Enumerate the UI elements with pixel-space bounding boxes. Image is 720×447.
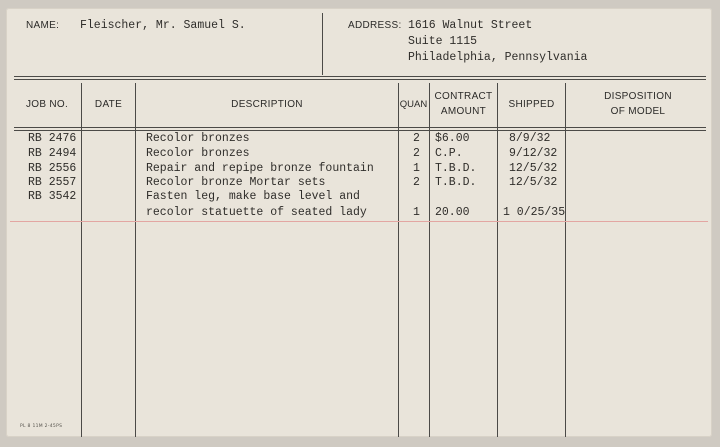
quantity: 2 bbox=[413, 176, 420, 189]
shipped-date: 8/9/32 bbox=[509, 132, 551, 145]
quantity: 1 bbox=[413, 206, 420, 219]
col-line-shipped bbox=[497, 83, 498, 437]
record-card bbox=[6, 8, 712, 437]
col-header-disposition-1: DISPOSITION bbox=[604, 91, 672, 102]
job-number: RB 2494 bbox=[28, 147, 77, 160]
name-label: NAME: bbox=[26, 20, 60, 31]
col-line-contract bbox=[429, 83, 430, 437]
job-number: RB 3542 bbox=[28, 190, 77, 203]
shipped-date: 9/12/32 bbox=[509, 147, 558, 160]
address-line-2: Suite 1115 bbox=[408, 35, 478, 48]
col-header-contract-2: AMOUNT bbox=[440, 106, 487, 117]
quantity: 2 bbox=[413, 132, 420, 145]
shipped-date: 12/5/32 bbox=[509, 176, 558, 189]
shipped-date: 12/5/32 bbox=[509, 162, 558, 175]
description: Recolor bronzes bbox=[146, 147, 250, 160]
description: Fasten leg, make base level and bbox=[146, 190, 360, 203]
col-header-shipped: SHIPPED bbox=[508, 99, 555, 110]
contract-amount: T.B.D. bbox=[435, 162, 477, 175]
col-header-description: DESCRIPTION bbox=[231, 99, 303, 110]
quantity: 1 bbox=[413, 162, 420, 175]
column-rule-1 bbox=[14, 127, 706, 128]
col-header-quan: QUAN bbox=[399, 99, 428, 110]
description: Repair and repipe bronze fountain bbox=[146, 162, 374, 175]
column-rule-2 bbox=[14, 130, 706, 131]
address-label: ADDRESS: bbox=[348, 20, 402, 31]
col-line-date bbox=[81, 83, 82, 437]
print-code: PL 8 11M 2-45PS bbox=[20, 424, 63, 429]
contract-amount: 20.00 bbox=[435, 206, 470, 219]
contract-amount: T.B.D. bbox=[435, 176, 477, 189]
description: recolor statuette of seated lady bbox=[146, 206, 367, 219]
quantity: 2 bbox=[413, 147, 420, 160]
col-line-disposition bbox=[565, 83, 566, 437]
col-header-contract-1: CONTRACT bbox=[434, 91, 493, 102]
col-line-description bbox=[135, 83, 136, 437]
header-rule-top-2 bbox=[14, 79, 706, 80]
col-header-disposition-2: OF MODEL bbox=[610, 106, 666, 117]
red-guide-line bbox=[10, 221, 708, 222]
header-rule-top-1 bbox=[14, 76, 706, 77]
contract-amount: $6.00 bbox=[435, 132, 470, 145]
name-value: Fleischer, Mr. Samuel S. bbox=[80, 19, 246, 32]
col-header-date: DATE bbox=[94, 99, 123, 110]
address-line-3: Philadelphia, Pennsylvania bbox=[408, 51, 588, 64]
address-line-1: 1616 Walnut Street bbox=[408, 19, 533, 32]
col-header-job-no: JOB NO. bbox=[25, 99, 69, 110]
job-number: RB 2556 bbox=[28, 162, 77, 175]
job-number: RB 2557 bbox=[28, 176, 77, 189]
shipped-date: 1 0/25/35 bbox=[503, 206, 566, 219]
description: Recolor bronzes bbox=[146, 132, 250, 145]
description: Recolor bronze Mortar sets bbox=[146, 176, 326, 189]
job-number: RB 2476 bbox=[28, 132, 77, 145]
col-line-quan bbox=[398, 83, 399, 437]
contract-amount: C.P. bbox=[435, 147, 463, 160]
header-divider bbox=[322, 13, 323, 75]
